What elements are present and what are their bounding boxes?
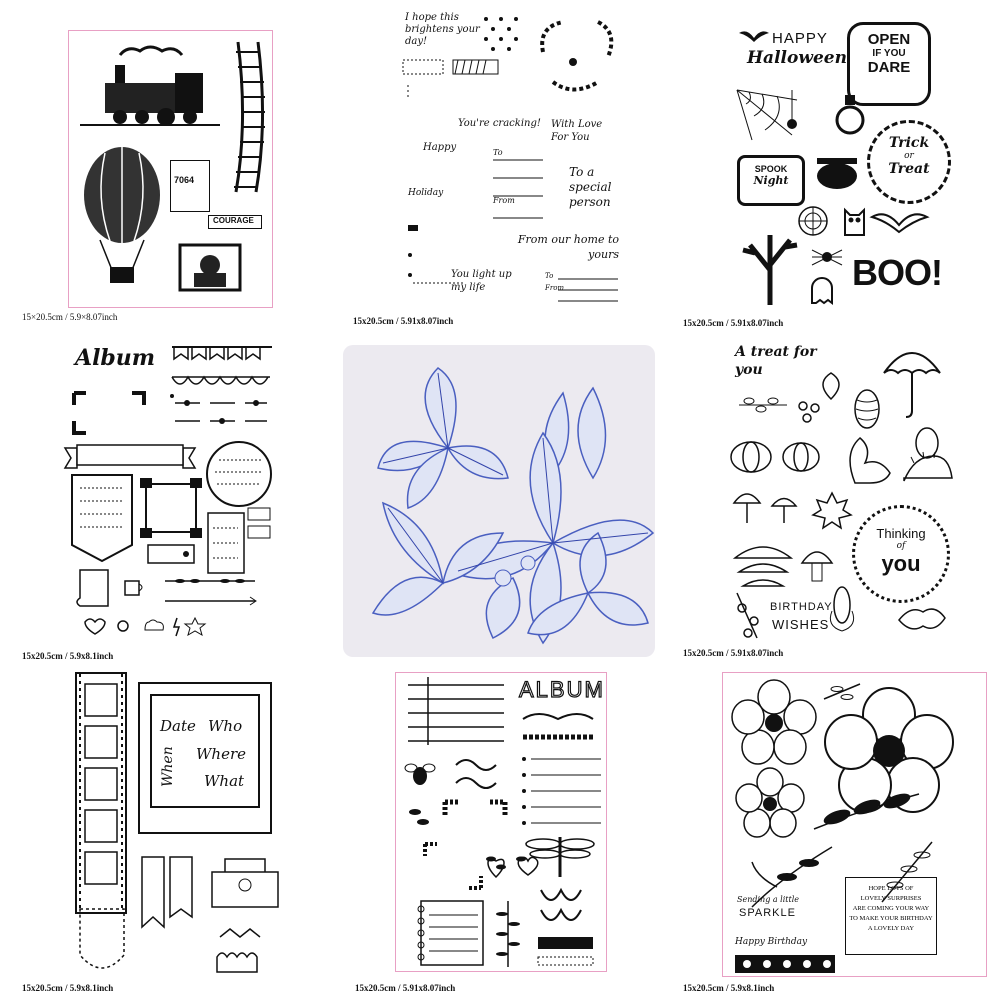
loop-flourish-stamp	[536, 885, 591, 930]
panel-greetings[interactable]	[333, 0, 667, 333]
bat-icon	[739, 28, 769, 42]
spider-icon	[812, 245, 842, 270]
open-if-you-dare-badge	[847, 22, 931, 106]
text-when: When	[160, 746, 176, 787]
fern-sprig-icon	[493, 899, 523, 969]
text-who: Who	[208, 717, 243, 735]
spook-night-badge	[737, 155, 805, 206]
washi-strips-stamp	[403, 60, 513, 100]
panel-caption: 15x20.5cm / 5.9x8.1inch	[22, 983, 114, 993]
text-sparkle: SPARKLE	[739, 907, 796, 919]
text-if-you: IF YOU	[872, 48, 906, 59]
envelope-tag-stamp	[148, 543, 198, 565]
text-birthday: BIRTHDAY	[770, 601, 833, 613]
courage-text: COURAGE	[213, 216, 254, 225]
text-from: From	[493, 196, 515, 205]
laurel-arrows-stamp	[160, 573, 270, 613]
photo-frame-stamp	[140, 478, 202, 538]
maple-leaf-icon	[812, 491, 852, 531]
panel-caption: 15x20.5cm / 5.91x8.07inch	[355, 983, 456, 993]
mini-dividers-stamp	[175, 393, 270, 438]
panel-caption: 15x20.5cm / 5.9x8.1inch	[22, 651, 114, 661]
text-thinking: Thinking	[876, 526, 926, 541]
panel-leaves[interactable]	[333, 333, 667, 667]
panel-caption: 15x20.5cm / 5.91x8.07inch	[683, 318, 784, 328]
ghost-icon	[810, 275, 835, 305]
heart-icon	[516, 855, 541, 877]
oak-leaf-icon	[897, 605, 947, 635]
text-album: ALBUM	[519, 677, 605, 702]
tag-lines-stamp	[493, 160, 573, 230]
bee-icon	[405, 762, 435, 787]
small-labels-stamp	[215, 912, 275, 982]
toadstool-icon	[800, 545, 835, 585]
binder-clip-tab-stamp	[210, 857, 280, 912]
cauldron-icon	[815, 150, 860, 190]
umbrella-icon	[882, 343, 942, 418]
owl-icon	[842, 205, 867, 240]
swirl-flourish-icon	[451, 755, 501, 795]
text-album: Album	[75, 345, 156, 371]
text-what: What	[204, 772, 245, 790]
text-happy: Happy	[423, 142, 457, 153]
panel-film-polaroid[interactable]	[0, 667, 333, 1000]
text-to-a-special-person: To a special person	[569, 165, 612, 209]
text-happy-birthday: Happy Birthday	[735, 937, 808, 947]
bookmark-ribbons-stamp	[140, 855, 200, 935]
medium-flower-stamp	[735, 767, 805, 837]
spider-web-icon	[737, 90, 797, 140]
text-holiday: Holiday	[408, 188, 444, 198]
railway-track-stamp	[228, 42, 268, 202]
msg-line-4: TO MAKE YOUR BIRTHDAY	[849, 915, 933, 922]
text-night: Night	[753, 174, 789, 187]
text-you: you	[881, 551, 921, 576]
text-boo: BOO!	[852, 252, 942, 293]
corn-icon	[827, 583, 857, 633]
text-spook: SPOOK	[754, 164, 788, 174]
tag-lines-small-stamp	[558, 275, 628, 305]
berries-icon	[795, 398, 825, 428]
scroll-note-stamp	[75, 568, 110, 613]
msg-line-3: ARE COMING YOUR WAY	[852, 905, 930, 912]
leaf-icon	[817, 371, 845, 401]
flourish-dividers-stamp	[518, 709, 598, 744]
lined-list-stamp	[408, 677, 508, 747]
panel-autumn[interactable]	[667, 333, 1000, 667]
squirrel-icon	[845, 433, 895, 488]
thinking-of-you-badge	[852, 505, 950, 603]
coffee-cup-icon	[123, 573, 148, 598]
berry-branch-icon	[732, 593, 772, 641]
dashed-pocket-stamp	[78, 907, 126, 977]
hedgehog-icon	[899, 451, 954, 491]
text-treat: Treat	[888, 161, 930, 177]
pumpkins-icon	[729, 433, 824, 475]
photo-corners-stamp	[423, 842, 483, 902]
potion-bottle-icon	[835, 95, 865, 135]
ticket-stamp	[170, 160, 210, 212]
small-icons-row	[85, 616, 215, 636]
pennant-note-stamp	[70, 473, 135, 563]
branch-icon	[739, 395, 789, 415]
steam-train-stamp	[80, 45, 220, 125]
text-tag-from: From	[545, 284, 565, 292]
photo-corners-stamp	[72, 391, 162, 436]
text-happy: HAPPY	[772, 30, 828, 47]
hot-air-balloon-stamp	[80, 145, 170, 295]
dots-stamp	[481, 14, 521, 54]
panel-album-dragonfly[interactable]	[333, 667, 667, 1000]
text-dare: DARE	[867, 59, 911, 76]
ribbon-banner-stamp	[65, 443, 195, 473]
pinecone-icon	[852, 385, 882, 430]
text-with-love: With Love For You	[551, 119, 603, 143]
spooky-tree-icon	[735, 225, 805, 305]
text-tag-to: To	[545, 272, 554, 280]
tape-strips-stamp	[538, 937, 598, 972]
text-you-light-up: You light up my life	[451, 269, 512, 293]
text-youre-cracking: You're cracking!	[458, 118, 541, 129]
mushrooms-icon	[732, 488, 802, 528]
spiral-notebook-stamp	[413, 899, 488, 969]
text-date: Date	[160, 717, 196, 735]
checklist-lines-stamp	[521, 751, 603, 831]
aviator-photo-stamp	[180, 245, 240, 290]
leaf-cluster-stamp	[353, 353, 653, 653]
text-of: of	[896, 541, 906, 551]
text-from-our-home: From our home to yours	[517, 233, 619, 261]
panel-halloween[interactable]	[667, 0, 1000, 333]
text-wishes: WISHES	[772, 617, 830, 632]
panel-caption: 15x20.5cm / 5.91x8.07inch	[353, 316, 454, 326]
text-sending-a-little: Sending a little	[737, 895, 800, 904]
tape-strips-stamp	[208, 508, 273, 583]
leaf-branch-stamp	[812, 789, 922, 844]
birthday-message-box	[845, 877, 937, 955]
msg-line-2: LOVELY SURPRISES	[860, 895, 922, 902]
msg-line-1: HOPE LOTS OF	[868, 885, 914, 892]
panel-vintage-train[interactable]	[0, 0, 333, 333]
panel-flowers[interactable]	[667, 667, 1000, 1000]
text-a-treat-for-you: A treat for you	[735, 344, 817, 378]
mushroom-cluster-icon	[733, 538, 793, 593]
text-where: Where	[196, 745, 247, 763]
small-flower-stamp	[732, 679, 817, 764]
round-label-stamp	[205, 438, 273, 510]
text-or: or	[904, 151, 914, 161]
bat-large-icon	[872, 212, 927, 234]
panel-caption: 15×20.5cm / 5.9×8.07inch	[22, 312, 118, 322]
panel-album-journal[interactable]	[0, 333, 333, 667]
text-to: To	[493, 148, 503, 157]
corner-leaves-stamp	[405, 797, 515, 842]
courage-label	[208, 215, 262, 229]
floral-border-strip	[735, 955, 835, 975]
ticket-number: 7064	[174, 175, 195, 185]
text-trick: Trick	[888, 135, 930, 151]
film-strip-stamp	[75, 672, 127, 917]
leaf-wreath-stamp	[528, 12, 618, 97]
text-i-hope: I hope this brightens your day!	[405, 12, 480, 47]
text-halloween: Halloween	[747, 48, 847, 68]
text-open: OPEN	[867, 31, 911, 48]
trick-or-treat-badge	[867, 120, 951, 204]
dotted-divider-stamp	[408, 225, 468, 285]
panel-caption: 15x20.5cm / 5.91x8.07inch	[683, 648, 784, 658]
panel-caption: 15x20.5cm / 5.9x8.1inch	[683, 983, 775, 993]
msg-line-5: A LOVELY DAY	[867, 925, 915, 932]
